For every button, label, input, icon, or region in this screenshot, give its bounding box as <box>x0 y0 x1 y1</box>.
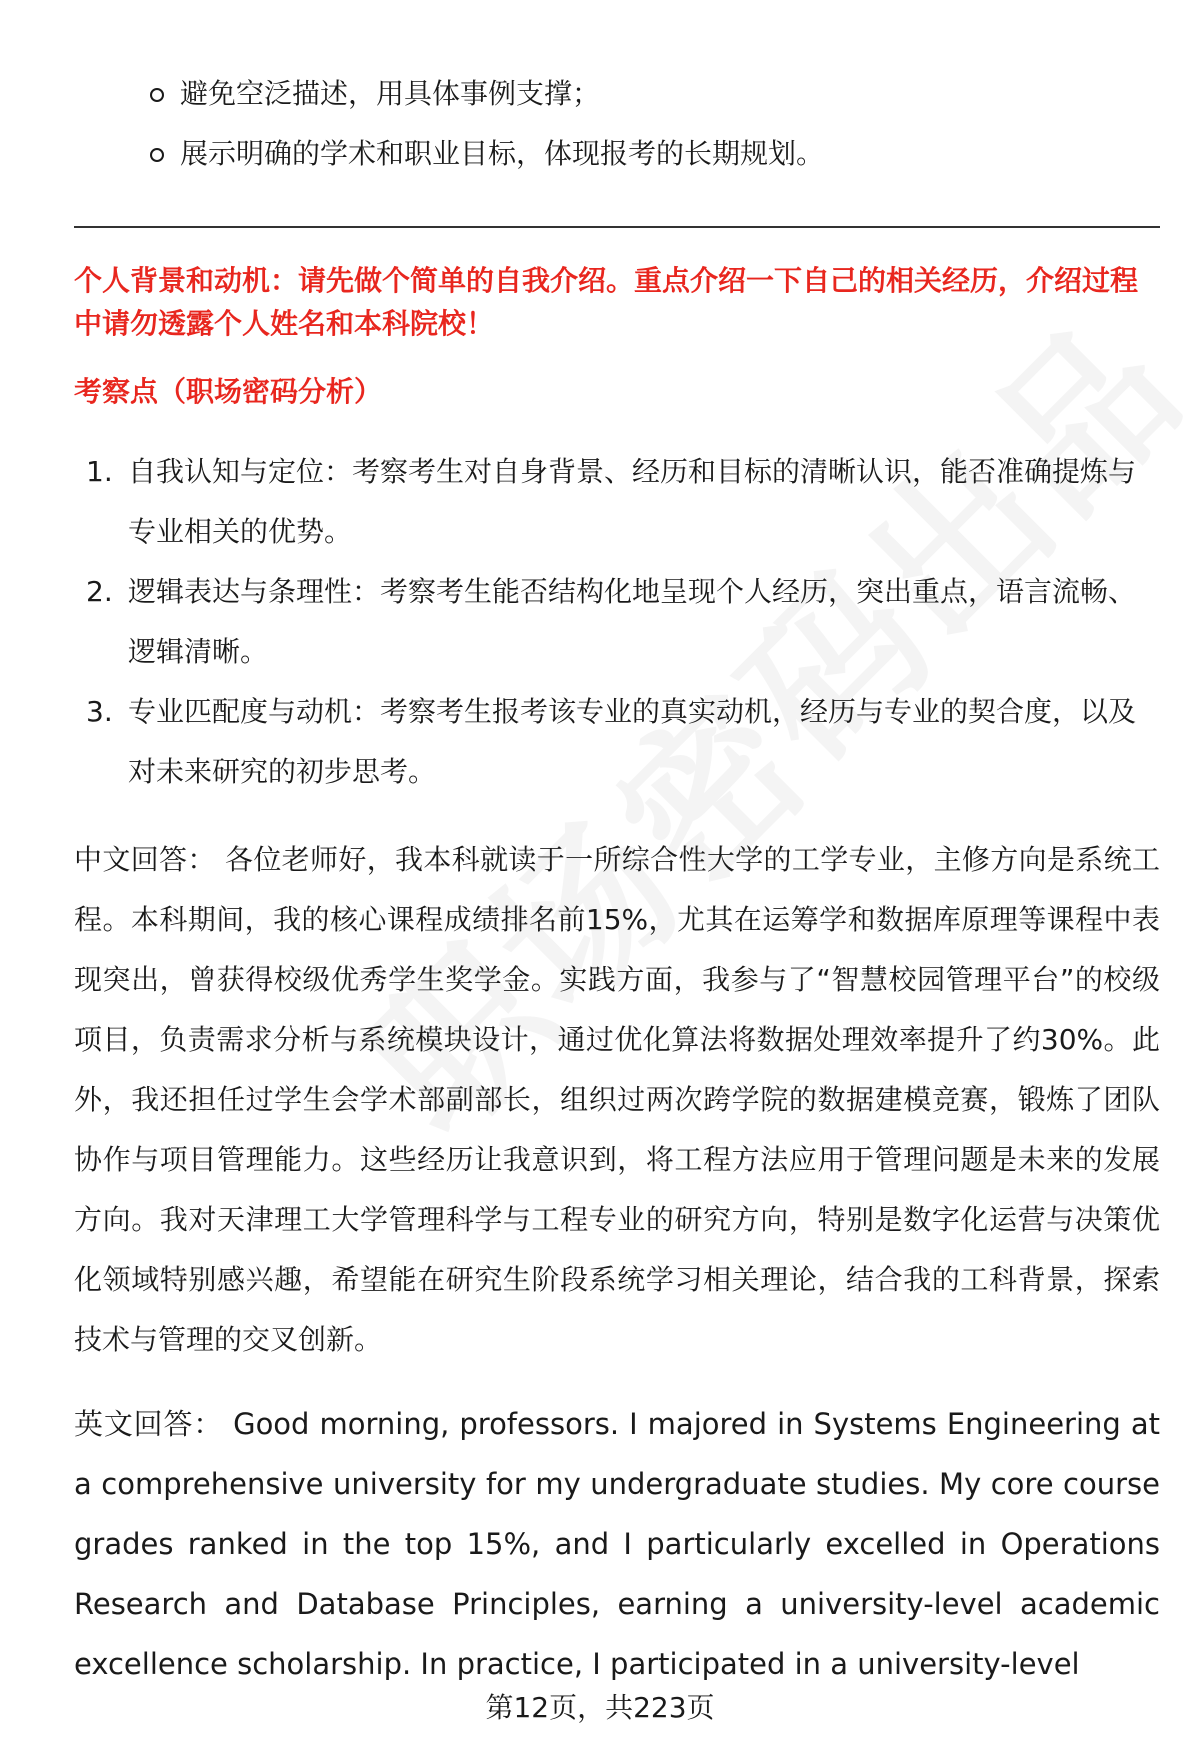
list-item <box>74 682 1160 802</box>
list-item <box>150 64 1150 124</box>
point-text: 自我认知与定位：考察考生对自身背景、经历和目标的清晰认识，能否准确提炼与专业相关的优势。 <box>128 455 1137 548</box>
chinese-answer: 中文回答： 各位老师好，我本科就读于一所综合性大学的工学专业，主修方向是系统工程。本科期间，我的核心课程成绩排名前15%，尤其在运筹学和数据库原理等课程中表现突出，曾获得校级优秀学生奖学金。实践方面，我参与了“智慧校园管理平台”的校级项目，负责需求分析与系统模块设计，通过优化算法将数据处理效率提升了约30%。此外，我还担任过学生会学术部副部长，组织过两次跨学院的数据建模竞赛，锻炼了团队协作与项目管理能力。这些经历让我意识到，将工程方法应用于管理问题是未来的发展方向。我对天津理工大学管理科学与工程专业的研究方向，特别是数字化运营与决策优化领域特别感兴趣，希望能在研究生阶段系统学习相关理论，结合我的工科背景，探索技术与管理的交叉创新。 <box>74 843 1160 1356</box>
list-item <box>74 562 1160 682</box>
bullet-text: 避免空泛描述，用具体事例支撑； <box>180 77 601 110</box>
english-answer: 英文回答： Good morning, professors. I majored in Systems Engineering at a comprehensive university for my undergraduate studies. My core course grades ranked in the top 15%, and I particularly excelled in Operations Research and Database Principles, earning a university-level academic excellence scholarship. In practice, I participated in a university-level <box>74 1407 1160 1681</box>
list-item <box>74 442 1160 562</box>
document-page <box>74 0 1160 1755</box>
list-item <box>150 124 1150 184</box>
section-title: 考察点（职场密码分析） <box>74 375 383 408</box>
bullet-text: 展示明确的学术和职业目标，体现报考的长期规划。 <box>180 137 825 170</box>
section-divider <box>74 226 1160 228</box>
list-number: 1. <box>86 455 113 488</box>
point-text: 逻辑表达与条理性：考察考生能否结构化地呈现个人经历，突出重点，语言流畅、逻辑清晰。 <box>128 575 1137 668</box>
list-number: 2. <box>86 575 113 608</box>
interview-question: 个人背景和动机：请先做个简单的自我介绍。重点介绍一下自己的相关经历，介绍过程中请勿透露个人姓名和本科院校！ <box>74 264 1139 340</box>
hollow-bullet-icon <box>150 148 164 162</box>
hollow-bullet-icon <box>150 88 164 102</box>
tips-list <box>150 64 1150 184</box>
point-text: 专业匹配度与动机：考察考生报考该专业的真实动机，经历与专业的契合度，以及对未来研究的初步思考。 <box>128 695 1137 788</box>
list-number: 3. <box>86 695 113 728</box>
assessment-points-list <box>74 442 1160 802</box>
page-number: 第12页，共223页 <box>485 1691 715 1724</box>
